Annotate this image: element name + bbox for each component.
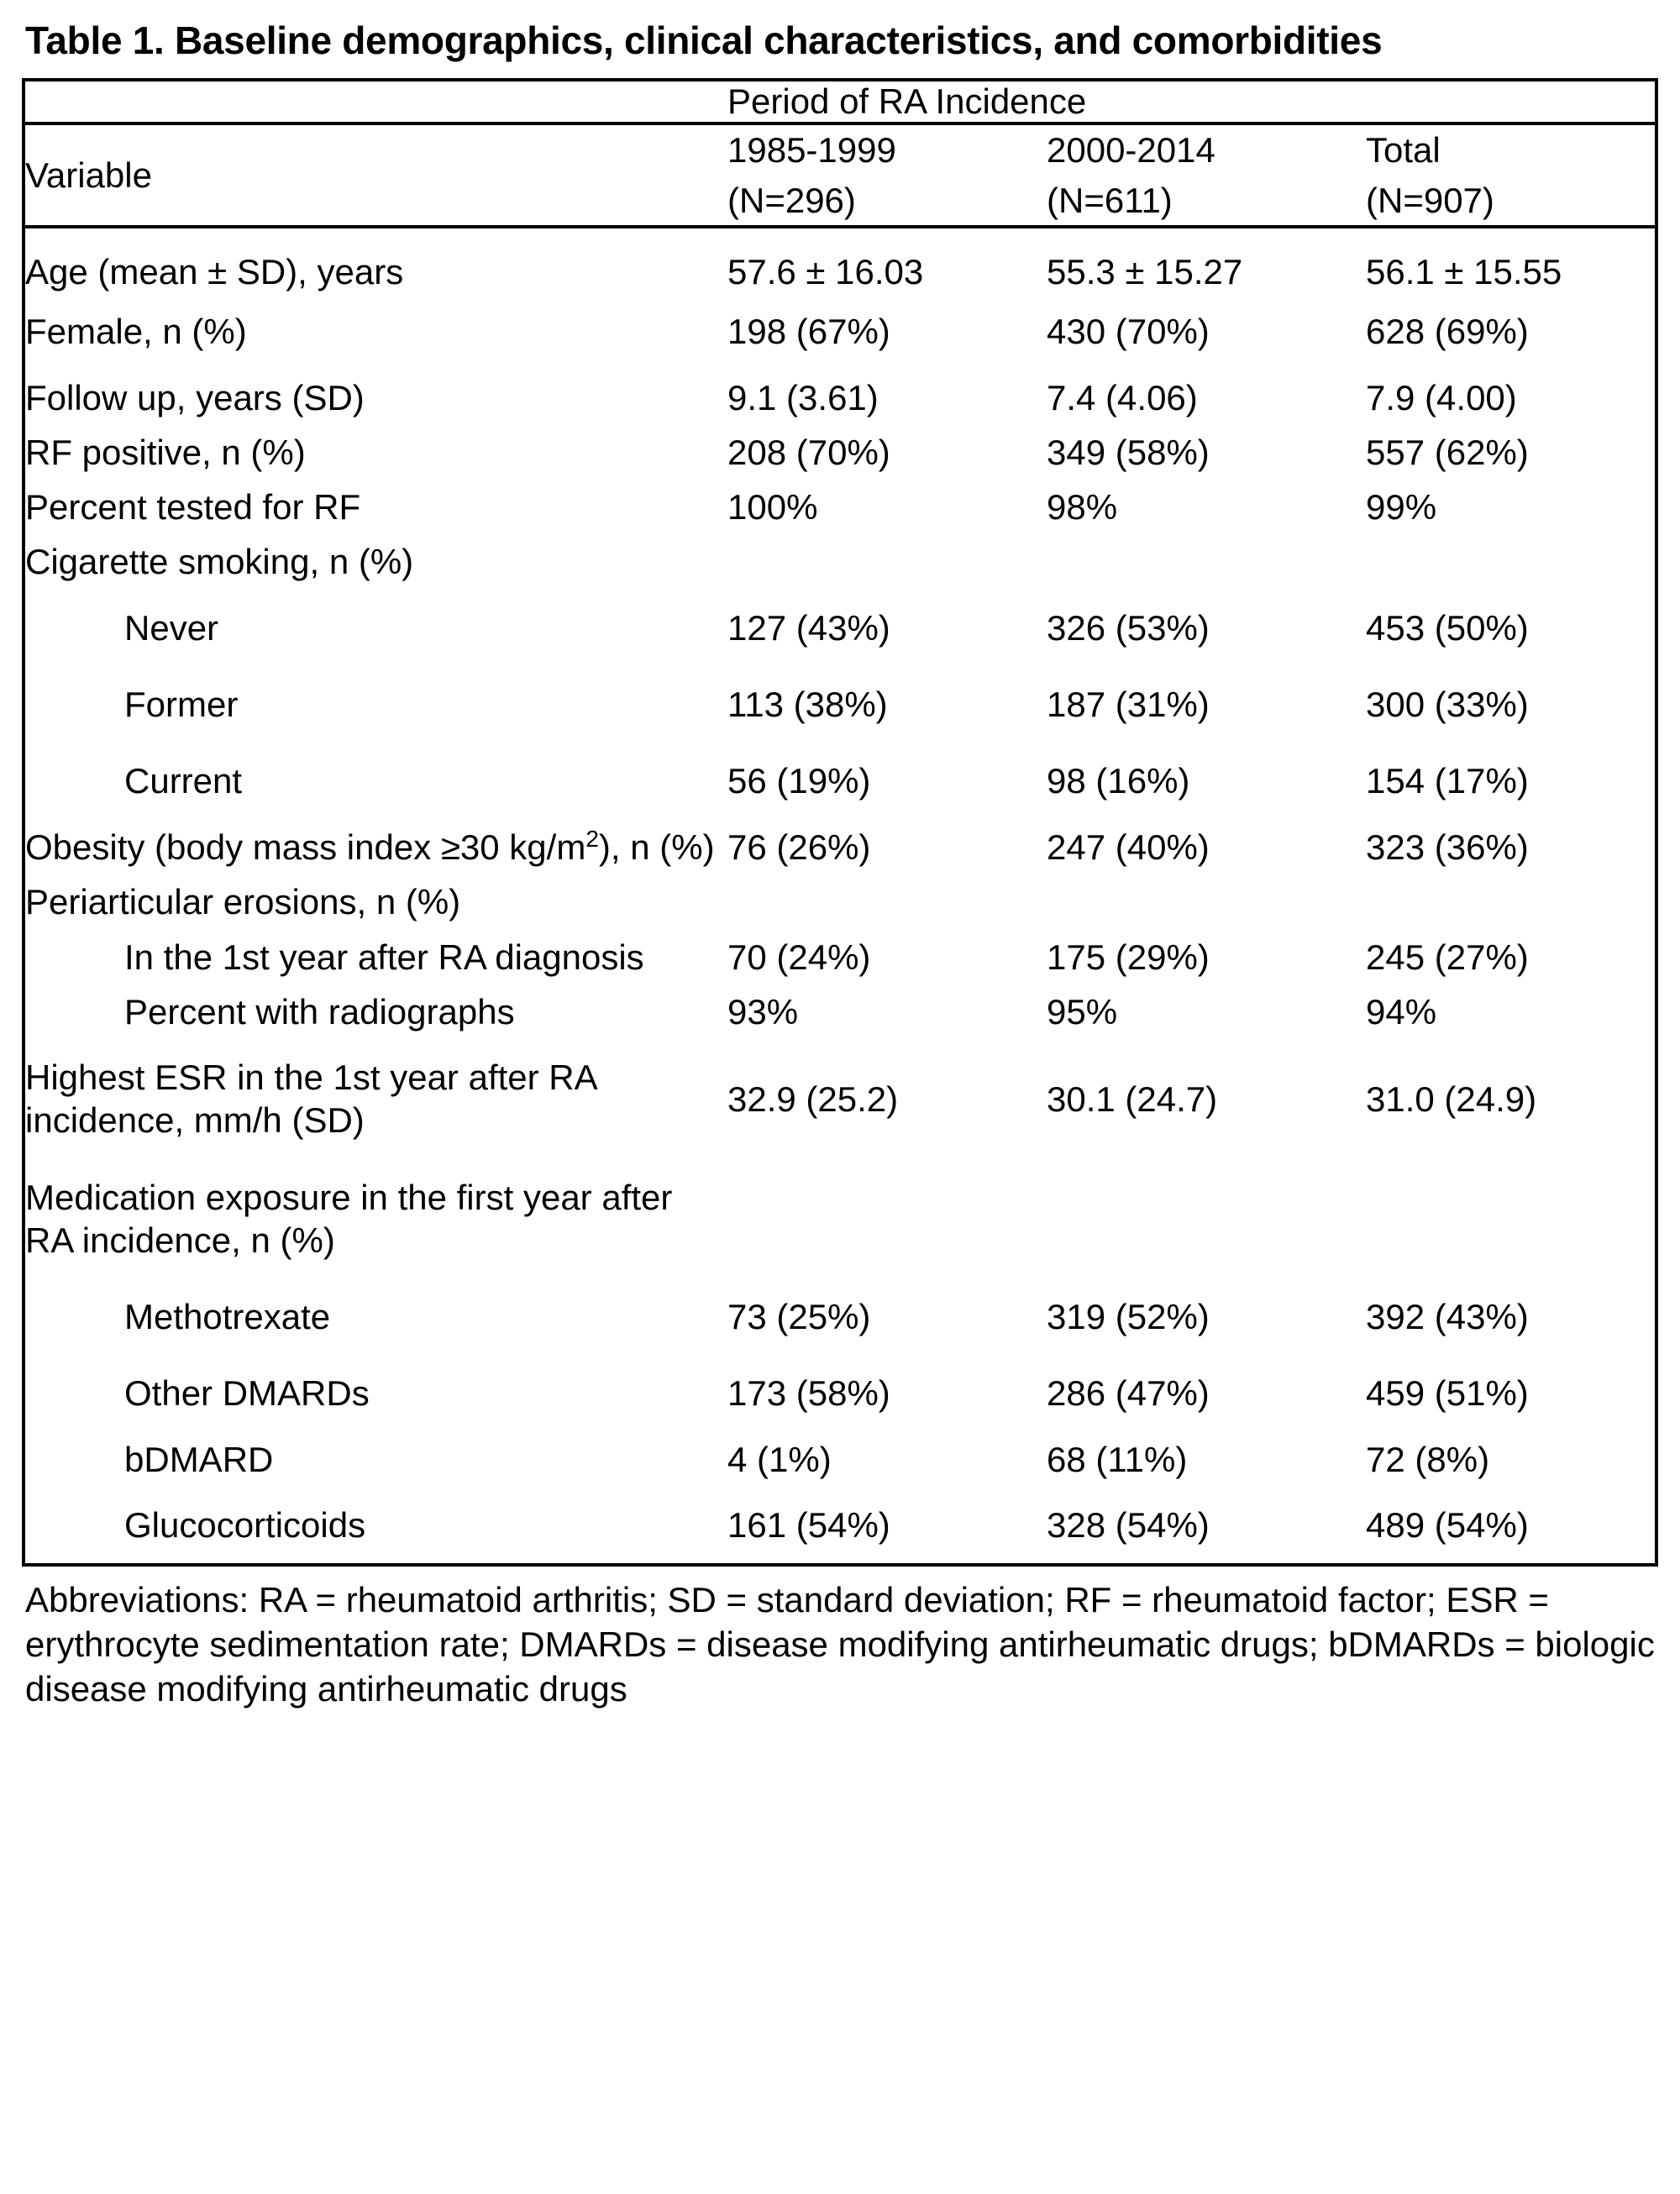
row-value-2000-2014: 30.1 (24.7) — [1047, 1079, 1218, 1119]
header-col-1-n: (N=296) — [727, 180, 856, 220]
table-row — [24, 293, 1656, 370]
header-col-3-n: (N=907) — [1366, 180, 1494, 220]
row-value-total: 154 (17%) — [1366, 761, 1529, 801]
row-value-2000-2014: 175 (29%) — [1047, 937, 1210, 977]
row-value-1985-1999: 127 (43%) — [727, 607, 890, 648]
row-value-1985-1999: 198 (67%) — [727, 312, 890, 352]
row-value-total: 489 (54%) — [1366, 1504, 1529, 1545]
row-value-1985-1999: 208 (70%) — [727, 432, 890, 472]
baseline-characteristics-table — [22, 78, 1658, 1567]
row-value-1985-1999: 9.1 (3.61) — [727, 377, 879, 417]
table-row — [24, 743, 1656, 819]
row-value-total: 99% — [1366, 487, 1437, 528]
table-row — [24, 930, 1656, 984]
row-value-total — [1366, 534, 1656, 589]
table-row — [24, 370, 1656, 425]
row-label: Female, n (%) — [25, 312, 247, 352]
row-label: In the 1st year after RA diagnosis — [124, 937, 644, 977]
row-value-total: 300 (33%) — [1366, 684, 1529, 724]
header-col-1 — [727, 123, 1047, 227]
row-label: Methotrexate — [124, 1297, 331, 1337]
row-value-1985-1999 — [727, 1159, 1047, 1278]
table-row — [24, 984, 1656, 1039]
row-label: Periarticular erosions, n (%) — [25, 882, 461, 922]
row-value-2000-2014: 286 (47%) — [1047, 1373, 1210, 1414]
table-footnote: Abbreviations: RA = rheumatoid arthritis; SD = standard deviation; RF = rheumatoid factor; ESR = erythrocyte sedimentation rate; DMARDs = disease modifying antirheumatic drugs; bDMARDs = biologic disease modifying antirheumatic drugs — [25, 1580, 1655, 1708]
row-value-total — [1366, 874, 1656, 929]
row-label: Percent tested for RF — [25, 487, 361, 528]
table-row — [24, 590, 1656, 666]
header-group-label: Period of RA Incidence — [727, 80, 1656, 123]
row-value-total: 31.0 (24.9) — [1366, 1079, 1537, 1119]
row-value-2000-2014: 95% — [1047, 991, 1118, 1031]
row-value-1985-1999: 56 (19%) — [727, 761, 871, 801]
row-value-2000-2014: 55.3 ± 15.27 — [1047, 252, 1243, 292]
row-value-total — [1366, 1159, 1656, 1278]
table-row — [24, 480, 1656, 534]
row-value-total: 245 (27%) — [1366, 937, 1529, 977]
row-value-total: 459 (51%) — [1366, 1373, 1529, 1414]
table-body — [24, 227, 1656, 1565]
superscript-two: 2 — [585, 826, 599, 853]
row-value-2000-2014 — [1047, 534, 1366, 589]
header-col-3-title: Total — [1366, 129, 1441, 170]
table-row-section-header — [24, 1159, 1656, 1278]
table-row-section-header — [24, 534, 1656, 589]
row-value-2000-2014: 319 (52%) — [1047, 1297, 1210, 1337]
row-value-1985-1999 — [727, 534, 1047, 589]
row-value-1985-1999: 73 (25%) — [727, 1297, 871, 1337]
table-caption: Table 1. Baseline demographics, clinical characteristics, and comorbidities — [25, 18, 1383, 62]
row-label: Medication exposure in the first year after RA incidence, n (%) — [25, 1177, 673, 1260]
row-value-2000-2014 — [1047, 1159, 1366, 1278]
table-row — [24, 425, 1656, 480]
row-value-total: 72 (8%) — [1366, 1439, 1490, 1479]
row-value-1985-1999: 70 (24%) — [727, 937, 871, 977]
row-label: Never — [124, 607, 219, 648]
row-label: Other DMARDs — [124, 1373, 370, 1414]
header-col-2-n: (N=611) — [1047, 180, 1173, 220]
row-value-2000-2014: 68 (11%) — [1047, 1439, 1188, 1479]
table-row — [24, 666, 1656, 743]
row-label: Glucocorticoids — [124, 1504, 366, 1545]
row-value-2000-2014 — [1047, 874, 1366, 929]
row-value-1985-1999 — [727, 874, 1047, 929]
header-column-row — [24, 123, 1656, 227]
table-header — [24, 80, 1656, 227]
row-label: Cigarette smoking, n (%) — [25, 542, 414, 582]
row-value-1985-1999: 57.6 ± 16.03 — [727, 252, 924, 292]
row-value-total: 392 (43%) — [1366, 1297, 1529, 1337]
row-value-2000-2014: 187 (31%) — [1047, 684, 1210, 724]
header-corner-cell — [24, 80, 727, 123]
row-label: Former — [124, 684, 239, 724]
table-row — [24, 1432, 1656, 1487]
row-value-2000-2014: 98 (16%) — [1047, 761, 1190, 801]
row-label: Follow up, years (SD) — [25, 377, 365, 417]
row-label: Highest ESR in the 1st year after RA incidence, mm/h (SD) — [25, 1058, 596, 1141]
row-value-2000-2014: 328 (54%) — [1047, 1504, 1210, 1545]
row-value-2000-2014: 326 (53%) — [1047, 607, 1210, 648]
row-value-2000-2014: 430 (70%) — [1047, 312, 1210, 352]
row-value-1985-1999: 113 (38%) — [727, 684, 888, 724]
row-label: Age (mean ± SD), years — [25, 252, 404, 292]
header-col-2 — [1047, 123, 1366, 227]
row-value-1985-1999: 76 (26%) — [727, 827, 871, 867]
header-variable-label: Variable — [24, 123, 727, 227]
row-label: bDMARD — [124, 1439, 274, 1479]
row-value-1985-1999: 100% — [727, 487, 818, 528]
row-value-2000-2014: 7.4 (4.06) — [1047, 377, 1198, 417]
row-value-total: 323 (36%) — [1366, 827, 1529, 867]
row-value-2000-2014: 98% — [1047, 487, 1118, 528]
row-value-1985-1999: 161 (54%) — [727, 1504, 890, 1545]
table-row — [24, 1278, 1656, 1355]
row-value-1985-1999: 32.9 (25.2) — [727, 1079, 899, 1119]
header-col-2-title: 2000-2014 — [1047, 129, 1215, 170]
row-value-total: 453 (50%) — [1366, 607, 1529, 648]
table-row — [24, 1039, 1656, 1158]
row-label: Current — [124, 761, 243, 801]
row-value-total: 7.9 (4.00) — [1366, 377, 1517, 417]
table-row — [24, 227, 1656, 293]
row-value-total: 94% — [1366, 991, 1437, 1031]
row-value-total: 628 (69%) — [1366, 312, 1529, 352]
row-value-1985-1999: 173 (58%) — [727, 1373, 890, 1414]
table-row — [24, 1355, 1656, 1431]
row-value-2000-2014: 247 (40%) — [1047, 827, 1210, 867]
table-row — [24, 819, 1656, 874]
row-label: Obesity (body mass index ≥30 $kg/m^2$), n (%) — [25, 826, 715, 868]
row-value-total: 557 (62%) — [1366, 432, 1529, 472]
row-label: Percent with radiographs — [124, 991, 515, 1031]
row-label: RF positive, n (%) — [25, 432, 306, 472]
table-row-section-header — [24, 874, 1656, 929]
row-value-2000-2014: 349 (58%) — [1047, 432, 1210, 472]
row-value-1985-1999: 93% — [727, 991, 799, 1031]
header-col-3 — [1366, 123, 1656, 227]
table-row — [24, 1487, 1656, 1565]
header-col-1-title: 1985-1999 — [727, 129, 896, 170]
row-value-total: 56.1 ± 15.55 — [1366, 252, 1562, 292]
row-value-1985-1999: 4 (1%) — [727, 1439, 832, 1479]
header-group-row — [24, 80, 1656, 123]
